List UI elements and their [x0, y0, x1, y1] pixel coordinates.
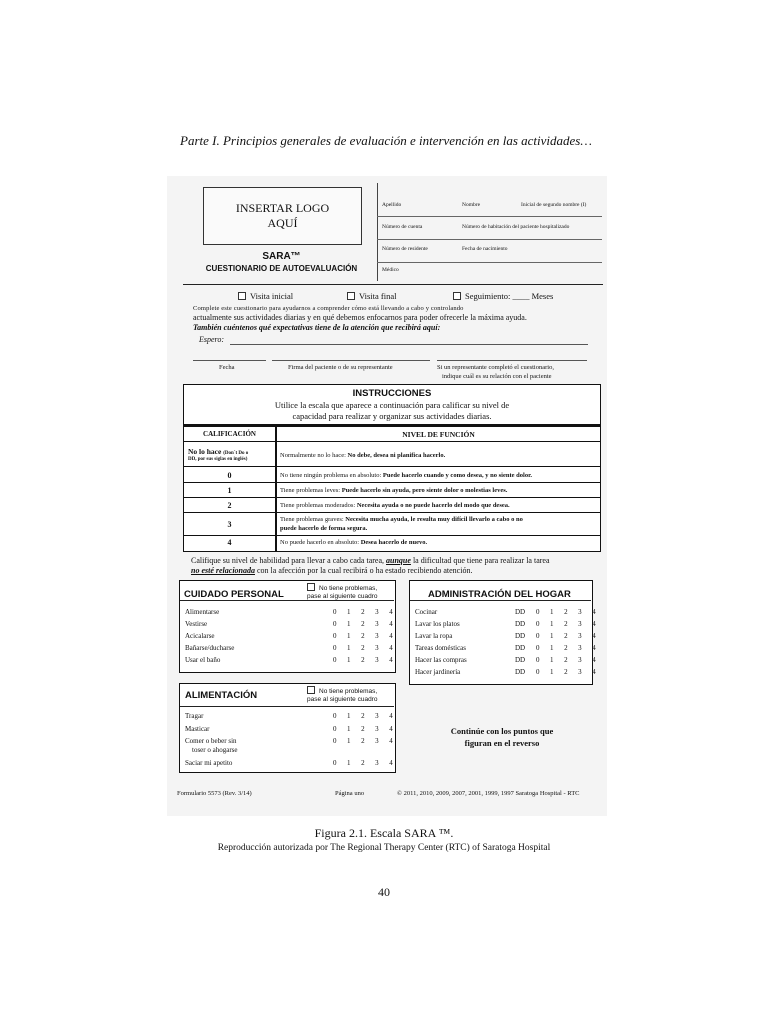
row-line: [184, 497, 600, 498]
figure-caption: Figura 2.1. Escala SARA ™.: [314, 826, 454, 840]
level-2: Tiene problemas moderados: Necesita ayuda o no puede hacerlo del modo que desea.: [280, 502, 510, 509]
form-copyright: © 2011, 2010, 2009, 2007, 2001, 1999, 1997 Saratoga Hospital - RTC: [397, 790, 580, 797]
sig-fecha-label: Fecha: [219, 364, 235, 371]
row-line: [184, 441, 600, 442]
hogar-item: Hacer las compras: [415, 656, 467, 664]
grid-line: [377, 262, 602, 263]
continue-note-1: Continúe con los puntos que: [450, 726, 554, 736]
dd-option[interactable]: DD: [515, 644, 526, 652]
table-divider: [184, 424, 600, 427]
level-1: Tiene problemas leves: Puede hacerlo sin ayuda, pero siente dolor o molestias leves.: [280, 487, 508, 494]
cuidado-item: Usar el baño: [185, 656, 221, 664]
form-title: SARA™: [262, 251, 301, 262]
intro-line-3: También cuéntenos qué expectativas tiene de la atención que recibirá aquí:: [193, 323, 441, 332]
rating-scale[interactable]: 0 1 2 3 4: [536, 620, 601, 628]
visit-final-option[interactable]: Visita final: [347, 291, 397, 301]
cuidado-skip-note[interactable]: No tiene problemas, pase al siguiente cuadro: [307, 585, 378, 600]
sig-rep-label-2: indique cuál es su relación con el paciente: [442, 373, 552, 380]
row-line: [184, 466, 600, 467]
rating-scale[interactable]: 0 1 2 3 4: [536, 656, 601, 664]
checkbox-icon[interactable]: [453, 292, 461, 300]
form-subtitle: CUESTIONARIO DE AUTOEVALUACIÓN: [205, 264, 358, 273]
rating-scale[interactable]: 0 1 2 3 4: [536, 668, 601, 676]
rating-scale[interactable]: 0 1 2 3 4: [333, 737, 398, 745]
signature-line[interactable]: [437, 360, 587, 361]
cuidado-item: Bañarse/ducharse: [185, 644, 235, 652]
alimentacion-item: Masticar: [185, 725, 210, 733]
grid-line: [377, 239, 602, 240]
cuidado-personal-title: CUIDADO PERSONAL: [184, 589, 284, 600]
signature-line[interactable]: [272, 360, 430, 361]
checkbox-icon[interactable]: [307, 686, 315, 694]
score-2: 2: [227, 501, 232, 510]
field-fecha-nacimiento[interactable]: Fecha de nacimiento: [462, 246, 508, 252]
section-header-line: [180, 600, 394, 601]
signature-line[interactable]: [193, 360, 266, 361]
row-line: [184, 512, 600, 513]
cuidado-item: Acicalarse: [185, 632, 215, 640]
figure-credit: Reproducción autorizada por The Regional Therapy Center (RTC) of Saratoga Hospital: [217, 843, 551, 853]
rating-scale[interactable]: 0 1 2 3 4: [536, 632, 601, 640]
alimentacion-item: Tragar: [185, 712, 204, 720]
instructions-box: [183, 384, 601, 552]
score-1: 1: [227, 486, 232, 495]
page-number: 40: [378, 885, 390, 899]
rating-scale[interactable]: 0 1 2 3 4: [333, 632, 398, 640]
alimentacion-item-cont: toser o ahogarse: [192, 746, 238, 754]
espero-input-line[interactable]: [230, 344, 588, 345]
level-4: No puede hacerlo en absoluto: Desea hacerlo de nuevo.: [280, 539, 428, 546]
table-col-divider: [275, 424, 277, 551]
section-header-line: [410, 600, 591, 601]
dd-option[interactable]: DD: [515, 620, 526, 628]
field-inicial[interactable]: Inicial de segundo nombre (I): [521, 202, 587, 208]
row-line: [184, 535, 600, 536]
hogar-item: Tareas domésticas: [415, 644, 467, 652]
score-4: 4: [227, 538, 232, 547]
form-number: Formulario 5573 (Rev. 3/14): [177, 790, 252, 797]
cuidado-item: Vestirse: [185, 620, 208, 628]
row-line: [184, 482, 600, 483]
running-header: Parte I. Principios generales de evaluación e intervención en las actividades…: [180, 133, 592, 148]
form-page: Página uno: [335, 790, 365, 797]
alimentacion-item: Comer o beber sin: [185, 737, 237, 745]
dd-option[interactable]: DD: [515, 656, 526, 664]
rate-instructions-1: Califique su nivel de habilidad para llevar a cabo cada tarea, aunque la dificultad que tiene para realizar la tarea: [191, 556, 550, 565]
patient-grid-divider: [377, 183, 378, 281]
instructions-text-2: capacidad para realizar y organizar sus actividades diarias.: [292, 411, 492, 421]
rating-scale[interactable]: 0 1 2 3 4: [333, 656, 398, 664]
cuidado-item: Alimentarse: [185, 608, 220, 616]
score-0: 0: [227, 471, 232, 480]
section-divider: [183, 284, 603, 285]
level-nohace: Normalmente no lo hace: No debe, desea ni planifica hacerlo.: [280, 452, 446, 459]
level-3: Tiene problemas graves: Necesita mucha ayuda, le resulta muy difícil llevarlo a cabo o no: [280, 516, 523, 523]
grid-line: [377, 216, 602, 217]
col-header-level: NIVEL DE FUNCIÓN: [402, 430, 475, 439]
continue-note-2: figuran en el reverso: [464, 738, 540, 748]
checkbox-icon[interactable]: [347, 292, 355, 300]
field-nombre[interactable]: Nombre: [462, 202, 481, 208]
checkbox-icon[interactable]: [238, 292, 246, 300]
rate-instructions-2: no esté relacionada con la afección por la cual recibirá o ha estado recibiendo atención.: [191, 566, 473, 575]
field-numero-cuenta[interactable]: Número de cuenta: [382, 224, 423, 230]
alimentacion-item: Saciar mi apetito: [185, 759, 233, 767]
rating-scale[interactable]: 0 1 2 3 4: [333, 608, 398, 616]
instructions-title: INSTRUCCIONES: [352, 388, 432, 399]
field-medico[interactable]: Médico: [382, 267, 399, 273]
rating-scale[interactable]: 0 1 2 3 4: [333, 620, 398, 628]
intro-line-1: Complete este cuestionario para ayudarnos a comprender cómo está llevando a cabo y controlando: [193, 305, 464, 312]
visit-followup-option[interactable]: Seguimiento: ____ Meses: [453, 291, 553, 301]
level-0: No tiene ningún problema en absoluto: Puede hacerlo cuando y como desea, y no siente dolor.: [280, 472, 532, 479]
hogar-item: Cocinar: [415, 608, 438, 616]
rating-scale[interactable]: 0 1 2 3 4: [333, 759, 398, 767]
level-3-cont: puede hacerlo de forma segura.: [280, 525, 368, 532]
hogar-item: Hacer jardinería: [415, 668, 461, 676]
col-header-rating: CALIFICACIÓN: [203, 430, 256, 438]
rating-nohace-note: DD, por sus siglas en inglés): [188, 457, 248, 462]
rating-nohace: No lo hace (Don´t Do o: [188, 447, 249, 456]
alimentacion-title: ALIMENTACIÓN: [185, 690, 258, 701]
rating-scale[interactable]: 0 1 2 3 4: [333, 712, 398, 720]
hogar-item: Lavar la ropa: [415, 632, 453, 640]
dd-option[interactable]: DD: [515, 632, 526, 640]
rating-scale[interactable]: 0 1 2 3 4: [536, 608, 601, 616]
alimentacion-skip-note[interactable]: No tiene problemas, pase al siguiente cuadro: [307, 688, 378, 703]
logo-text: INSERTAR LOGO AQUÍ: [235, 201, 330, 230]
checkbox-icon[interactable]: [307, 583, 315, 591]
field-habitacion[interactable]: Número de habitación del paciente hospitalizado: [462, 224, 570, 230]
sig-firma-label: Firma del paciente o de su representante: [288, 364, 393, 371]
section-header-line: [180, 706, 394, 707]
dd-option[interactable]: DD: [515, 608, 526, 616]
field-apellido[interactable]: Apellido: [382, 202, 402, 208]
hogar-title: ADMINISTRACIÓN DEL HOGAR: [428, 589, 571, 600]
dd-option[interactable]: DD: [515, 668, 526, 676]
field-numero-residente[interactable]: Número de residente: [382, 246, 428, 252]
intro-line-2: actualmente sus actividades diarias y en qué debemos enfocarnos para poder ofrecerle la máxima ayuda.: [193, 313, 527, 322]
rating-scale[interactable]: 0 1 2 3 4: [536, 644, 601, 652]
score-3: 3: [227, 520, 232, 529]
rating-scale[interactable]: 0 1 2 3 4: [333, 725, 398, 733]
instructions-text-1: Utilice la escala que aparece a continuación para calificar su nivel de: [274, 400, 510, 410]
sig-rep-label-1: Si un representante completó el cuestionario,: [437, 364, 554, 371]
hogar-item: Lavar los platos: [415, 620, 460, 628]
espero-label: Espero:: [199, 335, 225, 344]
logo-placeholder: [203, 187, 362, 245]
rating-scale[interactable]: 0 1 2 3 4: [333, 644, 398, 652]
visit-initial-option[interactable]: Visita inicial: [238, 291, 293, 301]
